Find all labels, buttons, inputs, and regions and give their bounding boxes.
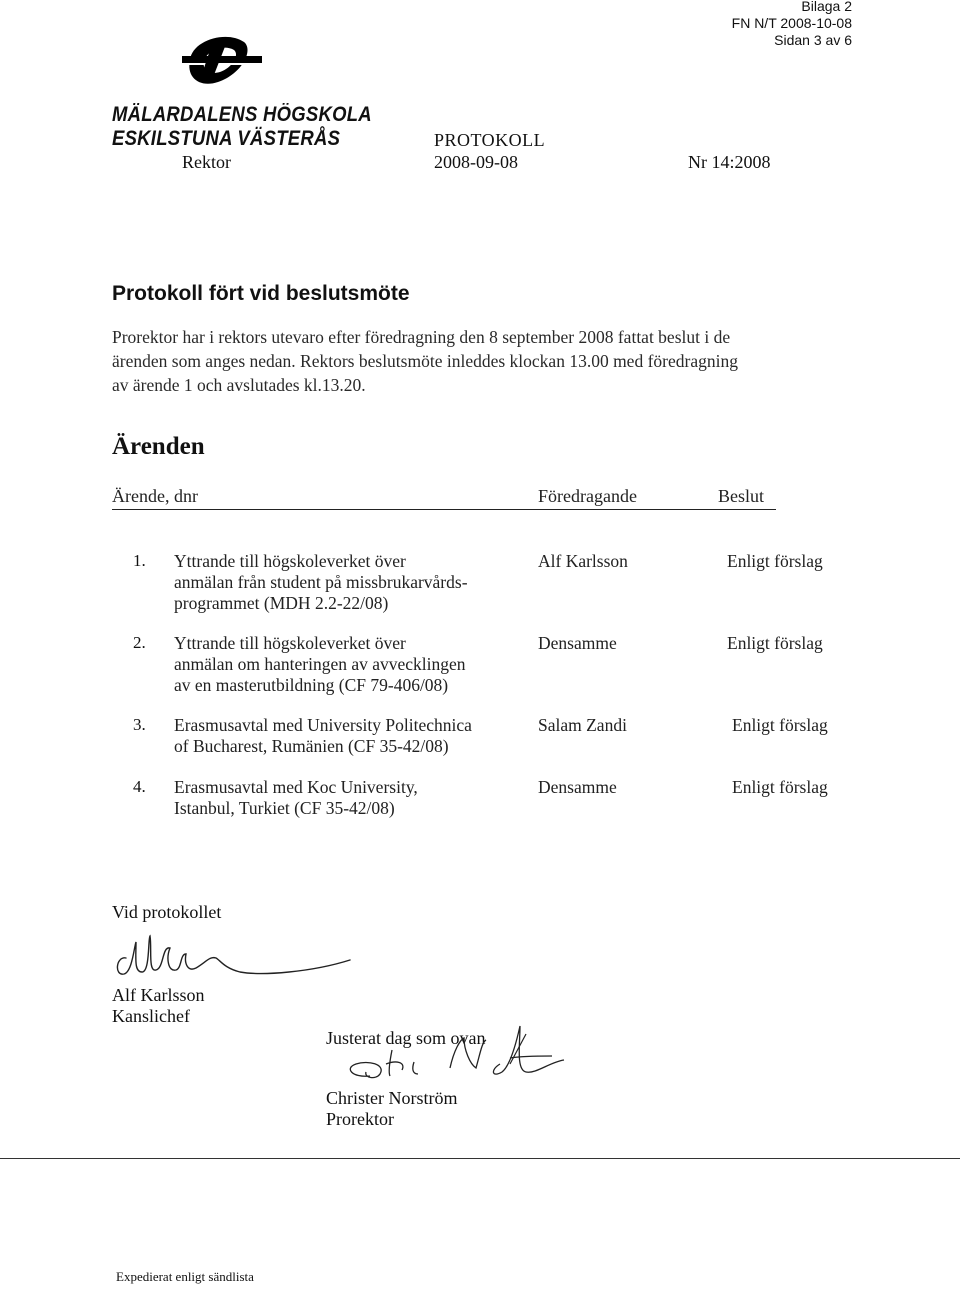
header-divider — [112, 509, 776, 510]
doc-number: Nr 14:2008 — [688, 152, 771, 172]
recorder-title: Kanslichef — [112, 1006, 190, 1026]
item-line: of Bucharest, Rumänien (CF 35-42/08) — [174, 736, 449, 756]
item-line: anmälan om hanteringen av avvecklingen — [174, 654, 466, 674]
footer-divider — [0, 1158, 960, 1159]
reference-code: FN N/T 2008-10-08 — [731, 15, 852, 31]
item-number: 1. — [133, 551, 146, 570]
item-description — [174, 777, 534, 819]
intro-line: Prorektor har i rektors utevaro efter föredragning den 8 september 2008 fattat beslut i de — [112, 327, 731, 347]
department-label: Rektor — [182, 152, 231, 172]
doc-date: 2008-09-08 — [434, 152, 518, 172]
item-decision: Enligt förslag — [732, 777, 828, 797]
university-name — [112, 103, 372, 151]
recorder-name: Alf Karlsson — [112, 985, 205, 1005]
item-presenter: Densamme — [538, 633, 617, 653]
item-line: Yttrande till högskoleverket över — [174, 551, 406, 571]
reference-block — [732, 0, 852, 49]
intro-line: ärenden som anges nedan. Rektors beslutsmöte inleddes klockan 13.00 med föredragning — [112, 351, 738, 371]
item-decision: Enligt förslag — [732, 715, 828, 735]
item-number: 3. — [133, 715, 146, 734]
item-line: av en masterutbildning (CF 79-406/08) — [174, 675, 449, 695]
item-presenter: Densamme — [538, 777, 617, 797]
item-line: anmälan från student på missbrukarvårds- — [174, 572, 468, 592]
university-name-line1: MÄLARDALENS HÖGSKOLA — [112, 103, 372, 126]
item-description — [174, 551, 534, 614]
university-logo-icon — [182, 30, 262, 90]
bilaga-label: Bilaga 2 — [801, 0, 852, 14]
adjusted-label: Justerat dag som ovan — [326, 1028, 486, 1048]
distribution-note: Expedierat enligt sändlista — [116, 1269, 254, 1284]
column-header-matter: Ärende, dnr — [112, 486, 198, 506]
item-description — [174, 633, 534, 696]
page-indicator: Sidan 3 av 6 — [774, 32, 852, 48]
university-name-line2: ESKILSTUNA VÄSTERÅS — [112, 127, 341, 150]
item-presenter: Alf Karlsson — [538, 551, 628, 571]
recorder-block — [112, 985, 205, 1027]
recorded-label: Vid protokollet — [112, 902, 222, 922]
column-header-presenter: Föredragande — [538, 486, 637, 506]
item-line: Istanbul, Turkiet (CF 35-42/08) — [174, 798, 395, 818]
adjuster-signature-icon — [340, 1020, 570, 1082]
intro-line: av ärende 1 och avslutades kl.13.20. — [112, 375, 366, 395]
item-line: programmet (MDH 2.2-22/08) — [174, 593, 389, 613]
doc-type: PROTOKOLL — [434, 130, 546, 150]
item-description — [174, 715, 534, 757]
adjuster-block — [326, 1088, 457, 1130]
item-decision: Enligt förslag — [727, 633, 823, 653]
item-line: Erasmusavtal med Koc University, — [174, 777, 418, 797]
recorder-signature-icon — [112, 928, 362, 988]
item-presenter: Salam Zandi — [538, 715, 627, 735]
intro-paragraph — [112, 325, 852, 397]
item-line: Yttrande till högskoleverket över — [174, 633, 406, 653]
adjuster-title: Prorektor — [326, 1109, 394, 1129]
section-heading: Ärenden — [112, 433, 205, 460]
adjuster-name: Christer Norström — [326, 1088, 458, 1108]
column-header-decision: Beslut — [718, 486, 765, 506]
item-decision: Enligt förslag — [727, 551, 823, 571]
item-line: Erasmusavtal med University Politechnica — [174, 715, 472, 735]
item-number: 4. — [133, 777, 146, 796]
item-number: 2. — [133, 633, 146, 652]
page-title: Protokoll fört vid beslutsmöte — [112, 282, 410, 305]
